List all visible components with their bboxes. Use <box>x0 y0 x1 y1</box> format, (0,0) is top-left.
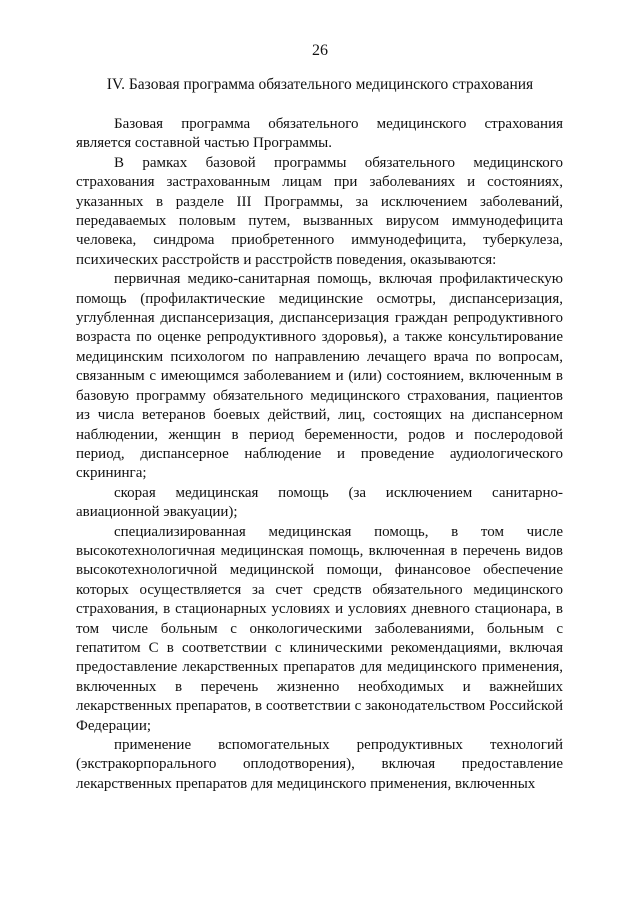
paragraph: В рамках базовой программы обязательного медицинского страхования застрахованным лицам при заболеваниях и состояниях, указанных в разделе III Программы, за исключением заболеваний, передаваемых половым путем, вызванных вирусом иммунодефицита человека, синдрома приобретенного иммунодефицита, туберкулеза, психических расстройств и расстройств поведения, оказываются: <box>76 154 563 268</box>
paragraph: специализированная медицинская помощь, в том числе высокотехнологичная медицинская помощь, включенная в перечень видов высокотехнологичной медицинской помощи, финансовое обеспечение которых осуществляется за счет средств обязательного медицинского страхования, в стационарных условиях и условиях дневного стационара, в том числе больным с онкологическими заболеваниями, больным с гепатитом С в соответствии с клиническими рекомендациями, включая предоставление лекарственных препаратов для медицинского применения, включенных в перечень жизненно необходимых и важнейших лекарственных препаратов, в соответствии с законодательством Российской Федерации; <box>76 523 563 734</box>
page-number: 26 <box>312 42 328 59</box>
paragraph: применение вспомогательных репродуктивных технологий (экстракорпорального оплодотворения), включая предоставление лекарственных препаратов для медицинского применения, включенных <box>76 737 563 792</box>
paragraph: скорая медицинская помощь (за исключением санитарно-авиационной эвакуации); <box>76 484 563 521</box>
document-body <box>76 115 563 794</box>
section-title: IV. Базовая программа обязательного медицинского страхования <box>106 76 534 93</box>
paragraph: Базовая программа обязательного медицинского страхования является составной частью Программы. <box>76 116 563 152</box>
paragraph: первичная медико-санитарная помощь, включая профилактическую помощь (профилактические медицинские осмотры, диспансеризация, углубленная диспансеризация, диспансеризация граждан репродуктивного возраста по оценке репродуктивного здоровья), а также консультирование медицинским психологом по направлению лечащего врача по вопросам, связанным с имеющимся заболеванием и (или) состоянием, включенным в базовую программу обязательного медицинского страхования, пациентов из числа ветеранов боевых действий, лиц, состоящих на диспансерном наблюдении, женщин в период беременности, родов и послеродовой период, диспансерное наблюдение и проведение аудиологического скрининга; <box>76 271 563 482</box>
